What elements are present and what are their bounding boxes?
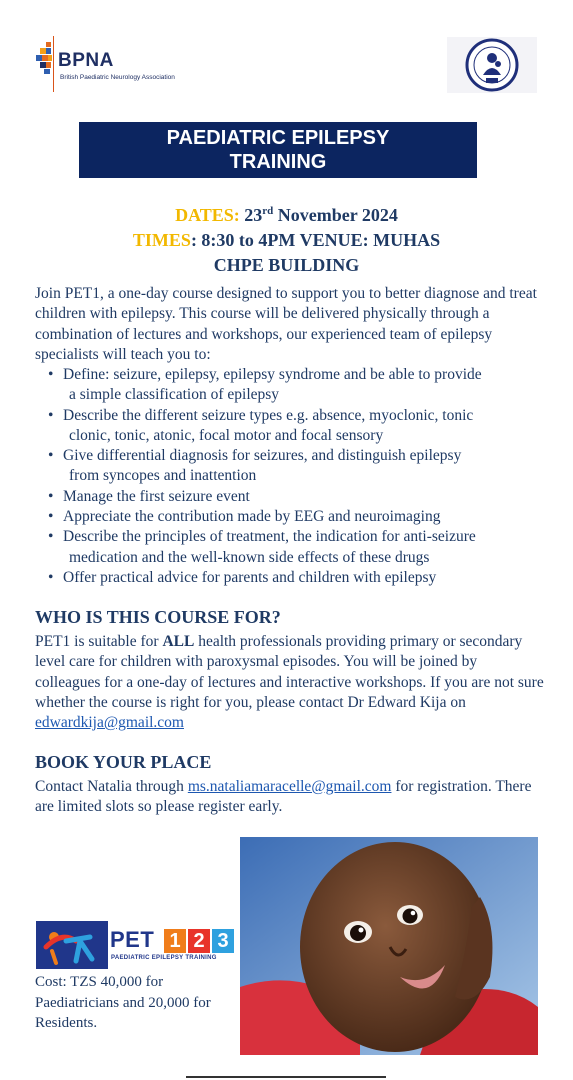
- bpna-full-name: British Paediatric Neurology Association: [60, 74, 175, 81]
- edward-email-link[interactable]: edwardkija@gmail.com: [35, 714, 184, 732]
- bpna-logo: [36, 34, 196, 94]
- list-item: • Define: seizure, epilepsy, epilepsy syndrome and be able to provide a simple classification of epilepsy: [48, 365, 548, 406]
- pet-logo: [36, 921, 241, 969]
- date-suffix: rd: [262, 205, 274, 217]
- pet-figure-icon: [36, 921, 108, 969]
- bottom-rule: [186, 1076, 386, 1078]
- times-line: [0, 230, 573, 251]
- list-item: • Describe the principles of treatment, the indication for anti-seizure medication and the well-known side effects of these drugs: [48, 527, 548, 568]
- pet-digit-3: 3: [212, 929, 234, 953]
- book-heading: BOOK YOUR PLACE: [35, 752, 212, 772]
- dates-line: [0, 205, 573, 226]
- all-emphasis: ALL: [162, 633, 195, 650]
- date-day: 23: [244, 205, 263, 225]
- who-heading: WHO IS THIS COURSE FOR?: [35, 607, 281, 627]
- date-rest: November 2024: [277, 205, 398, 225]
- intro-paragraph: Join PET1, a one-day course designed to support you to better diagnose and treat children with epilepsy. This course will be delivered physically through a combination of lectures and workshops, our experienced team of epilepsy specialists will teach you to:: [35, 285, 537, 363]
- smiling-baby-photo: [240, 837, 538, 1055]
- list-item: • Describe the different seizure types e.g. absence, myoclonic, tonic clonic, tonic, atonic, focal motor and focal sensory: [48, 406, 548, 447]
- cost-text: Cost: TZS 40,000 for Paediatricians and 20,000 for Residents.: [35, 974, 211, 1031]
- list-item: • Give differential diagnosis for seizures, and distinguish epilepsy from syncopes and inattention: [48, 446, 548, 487]
- list-item: • Manage the first seizure event: [48, 487, 548, 507]
- who-paragraph: PET1 is suitable for ALL health professionals providing primary or secondary level care for children with paroxysmal episodes. You will be joined by colleagues for a one-day of lectures and interactive workshops. If you are not sure whether the course is right for you, please contact Dr Edward Kija on edwardkija@gmail.com: [35, 633, 544, 732]
- pet-digit-1: 1: [164, 929, 186, 953]
- pet-digit-2: 2: [188, 929, 210, 953]
- title-line-2: TRAINING: [229, 151, 327, 173]
- times-label: TIMES: [132, 230, 191, 250]
- list-item: • Offer practical advice for parents and children with epilepsy: [48, 568, 548, 588]
- learning-outcomes-list: [48, 365, 548, 588]
- book-paragraph: Contact Natalia through ms.nataliamaracelle@gmail.com for registration. There are limited slots so please register early.: [35, 778, 532, 816]
- list-item: • Appreciate the contribution made by EEG and neuroimaging: [48, 507, 548, 527]
- pet-word: PET: [110, 927, 155, 952]
- natalia-email-link[interactable]: ms.nataliamaracelle@gmail.com: [187, 778, 392, 795]
- bpna-acronym: BPNA: [58, 50, 114, 71]
- venue-line-2: CHPE BUILDING: [213, 255, 360, 275]
- title-line-1: PAEDIATRIC EPILEPSY: [166, 127, 390, 149]
- times-value: : 8:30 to 4PM VENUE: MUHAS: [190, 230, 441, 250]
- title-banner: [79, 122, 477, 178]
- pet-tagline: PAEDIATRIC EPILEPSY TRAINING: [111, 955, 217, 961]
- dates-label: DATES:: [175, 205, 240, 225]
- bpna-divider: [53, 36, 54, 92]
- association-seal-icon: [447, 37, 537, 93]
